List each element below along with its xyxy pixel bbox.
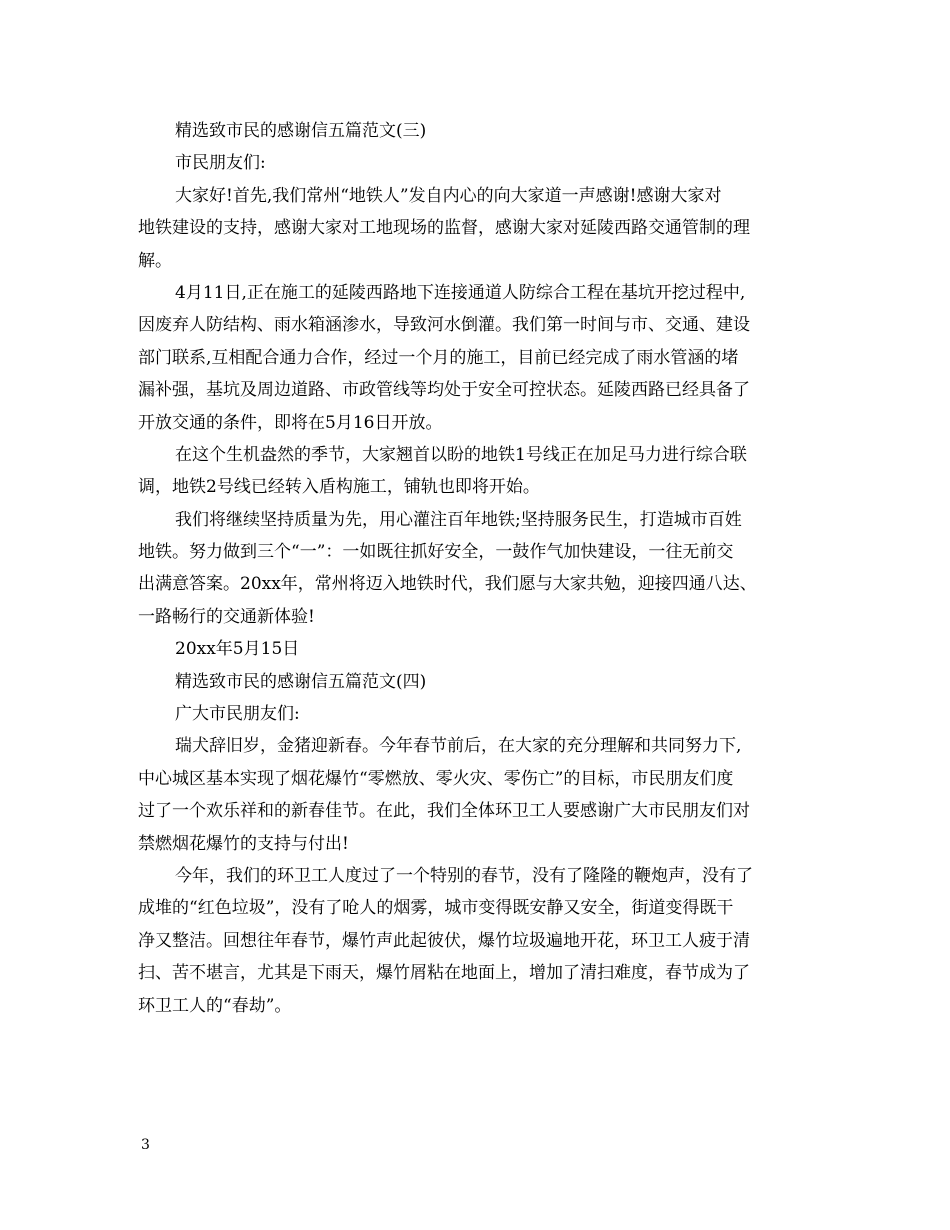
text-line: 在这个生机盎然的季节，大家翘首以盼的地铁1号线正在加足马力进行综合联 — [175, 444, 747, 465]
text-line: 净又整洁。回想往年春节，爆竹声此起彼伏，爆竹垃圾遍地开花，环卫工人疲于清 — [138, 930, 750, 951]
text-line: 一路畅行的交通新体验! — [138, 606, 315, 627]
text-line: 成堆的“红色垃圾”，没有了呛人的烟雾，城市变得既安静又安全，街道变得既干 — [138, 898, 734, 919]
text-line: 大家好!首先,我们常州“地铁人”发自内心的向大家道一声感谢!感谢大家对 — [175, 185, 722, 206]
text-line: 中心城区基本实现了烟花爆竹“零燃放、零火灾、零伤亡”的目标，市民朋友们度 — [138, 768, 734, 789]
text-line: 地铁。努力做到三个“一”：一如既往抓好安全，一鼓作气加快建设，一往无前交 — [138, 542, 734, 563]
text-line: 今年，我们的环卫工人度过了一个特别的春节，没有了隆隆的鞭炮声，没有了 — [175, 865, 753, 886]
document-body — [138, 115, 820, 1022]
text-line: 瑞犬辞旧岁，金猪迎新春。今年春节前后，在大家的充分理解和共同努力下, — [175, 736, 742, 757]
text-line: 漏补强，基坑及周边道路、市政管线等均处于安全可控状态。延陵西路已经具备了 — [138, 380, 750, 401]
text-line: 过了一个欢乐祥和的新春佳节。在此，我们全体环卫工人要感谢广大市民朋友们对 — [138, 801, 750, 822]
text-line: 20xx年5月15日 — [175, 639, 300, 660]
text-line: 调，地铁2号线已经转入盾构施工，铺轨也即将开始。 — [138, 477, 540, 498]
page-number: 3 — [141, 1137, 150, 1153]
text-line: 我们将继续坚持质量为先，用心灌注百年地铁;坚持服务民生，打造城市百姓 — [175, 509, 742, 530]
text-line: 出满意答案。20xx年，常州将迈入地铁时代，我们愿与大家共勉，迎接四通八达、 — [138, 574, 757, 595]
text-line: 禁燃烟花爆竹的支持与付出! — [138, 833, 349, 854]
text-line: 精选致市民的感谢信五篇范文(四) — [175, 671, 427, 692]
text-line: 市民朋友们: — [175, 153, 266, 174]
text-line: 4月11日,正在施工的延陵西路地下连接通道人防综合工程在基坑开挖过程中, — [175, 282, 746, 303]
text-line: 开放交通的条件，即将在5月16日开放。 — [138, 412, 443, 433]
text-line: 地铁建设的支持，感谢大家对工地现场的监督，感谢大家对延陵西路交通管制的理 — [138, 218, 750, 239]
text-line: 部门联系,互相配合通力合作，经过一个月的施工，目前已经完成了雨水管涵的堵 — [138, 347, 739, 368]
text-line: 环卫工人的“春劫”。 — [138, 995, 292, 1016]
text-line: 广大市民朋友们: — [175, 704, 300, 725]
text-line: 解。 — [138, 250, 172, 271]
text-line: 因废弃人防结构、雨水箱涵渗水，导致河水倒灌。我们第一时间与市、交通、建设 — [138, 315, 750, 336]
text-line: 精选致市民的感谢信五篇范文(三) — [175, 121, 427, 141]
text-line: 扫、苦不堪言，尤其是下雨天，爆竹屑粘在地面上，增加了清扫难度，春节成为了 — [138, 963, 750, 984]
